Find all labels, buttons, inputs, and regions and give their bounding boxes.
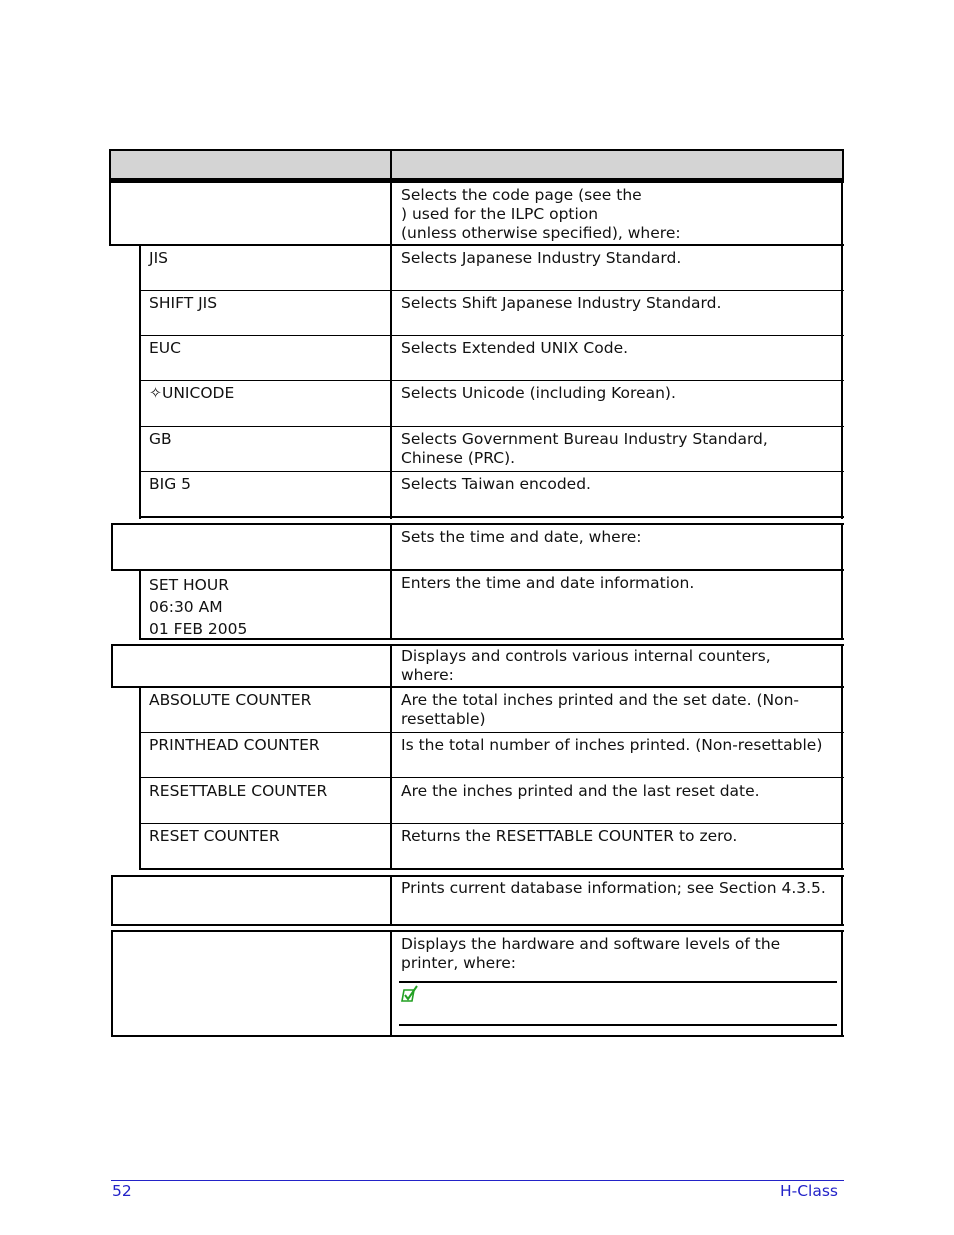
option-label-unicode: ✧UNICODE — [149, 384, 235, 402]
table-rule — [139, 335, 844, 336]
table-rule — [111, 569, 844, 571]
counters-description: Displays and controls various internal counters, where: — [401, 647, 771, 684]
table-rule — [111, 875, 844, 877]
option-desc-reset-counter: Returns the RESETTABLE COUNTER to zero. — [401, 827, 738, 845]
option-desc-shift-jis: Selects Shift Japanese Industry Standard. — [401, 294, 722, 312]
option-desc-printhead-counter: Is the total number of inches printed. (Non-resettable) — [401, 736, 823, 754]
option-desc-big5: Selects Taiwan encoded. — [401, 475, 591, 493]
table-rule — [390, 875, 392, 926]
time-date-description: Sets the time and date, where: — [401, 528, 642, 546]
versions-description: Displays the hardware and software levels of the printer, where: — [401, 935, 781, 972]
option-label-printhead-counter: PRINTHEAD COUNTER — [149, 736, 320, 754]
table-rule — [111, 930, 844, 932]
option-desc-euc: Selects Extended UNIX Code. — [401, 339, 629, 357]
table-rule — [111, 1035, 844, 1037]
table-rule — [111, 875, 113, 926]
table-rule — [111, 644, 844, 646]
note-top-rule — [399, 981, 837, 983]
table-rule — [139, 686, 141, 870]
table-rule — [841, 875, 843, 926]
table-rule — [109, 180, 844, 183]
option-label-reset-counter: RESET COUNTER — [149, 827, 280, 845]
database-description: Prints current database information; see Section 4.3.5. — [401, 879, 826, 897]
table-rule — [139, 246, 141, 519]
table-rule — [139, 516, 844, 518]
option-label-euc: EUC — [149, 339, 181, 357]
option-label-gb: GB — [149, 430, 172, 448]
option-label-big5: BIG 5 — [149, 475, 192, 493]
note-bottom-rule — [399, 1024, 837, 1026]
option-desc-set-hour: Enters the time and date information. — [401, 574, 695, 592]
table-rule — [139, 471, 844, 472]
code-page-description: Selects the code page (see the ) used for the ILPC option (unless otherwise specified), where: — [401, 186, 681, 242]
option-label-jis: JIS — [149, 249, 168, 267]
option-label-shift-jis: SHIFT JIS — [149, 294, 218, 312]
table-rule — [841, 930, 843, 1037]
table-rule — [841, 183, 843, 519]
table-rule — [139, 426, 844, 427]
table-rule — [139, 569, 141, 640]
table-rule — [139, 380, 844, 381]
option-desc-unicode: Selects Unicode (including Korean). — [401, 384, 676, 402]
page-number: 52 — [112, 1182, 132, 1200]
table-rule — [390, 930, 392, 1037]
table-rule — [139, 868, 844, 870]
option-label-set-hour: SET HOUR 06:30 AM 01 FEB 2005 — [149, 576, 248, 638]
header-divider — [390, 149, 392, 180]
table-rule — [111, 924, 844, 926]
table-rule — [139, 732, 844, 733]
table-rule — [841, 523, 843, 640]
table-rule — [111, 686, 844, 688]
option-desc-jis: Selects Japanese Industry Standard. — [401, 249, 682, 267]
table-header — [109, 149, 844, 180]
table-rule — [139, 823, 844, 824]
option-desc-resettable-counter: Are the inches printed and the last reset date. — [401, 782, 760, 800]
footer-rule — [111, 1180, 844, 1181]
table-rule — [841, 644, 843, 870]
option-label-resettable-counter: RESETTABLE COUNTER — [149, 782, 328, 800]
table-rule — [390, 644, 392, 870]
table-rule — [109, 183, 111, 245]
option-desc-gb: Selects Government Bureau Industry Standard, Chinese (PRC). — [401, 430, 768, 467]
table-rule — [111, 523, 113, 571]
checkbox-check-icon — [401, 985, 421, 1003]
table-rule — [111, 644, 113, 688]
option-label-absolute-counter: ABSOLUTE COUNTER — [149, 691, 312, 709]
table-rule — [111, 523, 844, 525]
table-rule — [139, 290, 844, 291]
table-rule — [139, 777, 844, 778]
product-name: H-Class — [779, 1182, 838, 1200]
table-rule — [390, 183, 392, 519]
table-rule — [390, 523, 392, 640]
table-rule — [109, 244, 844, 246]
option-desc-absolute-counter: Are the total inches printed and the set date. (Non- resettable) — [401, 691, 799, 728]
table-rule — [111, 930, 113, 1037]
